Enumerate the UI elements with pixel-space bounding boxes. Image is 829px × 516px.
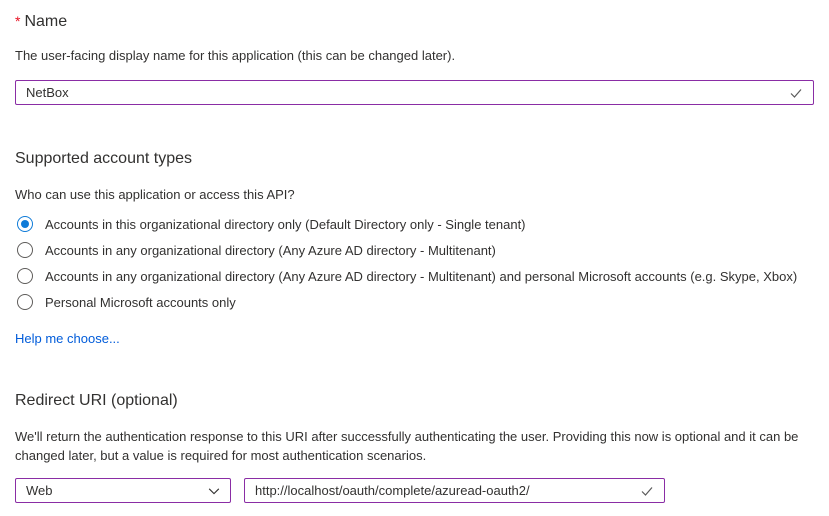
radio-option-multitenant[interactable]: [15, 237, 814, 263]
radio-button-icon[interactable]: [17, 216, 33, 232]
name-description: The user-facing display name for this application (this can be changed later).: [15, 48, 456, 63]
platform-select-dropdown[interactable]: [15, 478, 231, 503]
radio-button-icon[interactable]: [17, 294, 33, 310]
radio-option-personal-only[interactable]: [15, 289, 814, 315]
account-types-question: Who can use this application or access this API?: [15, 187, 295, 202]
name-section: [15, 10, 814, 105]
radio-option-label: Personal Microsoft accounts only: [45, 294, 236, 310]
radio-option-label: Accounts in any organizational directory (Any Azure AD directory - Multitenant): [45, 242, 496, 258]
name-section-title: [15, 10, 814, 33]
redirect-uri-title: Redirect URI (optional): [15, 392, 178, 409]
account-types-section: [15, 148, 814, 348]
radio-option-single-tenant[interactable]: [15, 211, 814, 237]
chevron-down-icon: [207, 484, 221, 498]
redirect-uri-description: We'll return the authentication response to this URI after successfully authenticating the user. Providing this now is optional and it can be changed later, but a value is required for most authentication scenarios.: [15, 429, 799, 463]
name-title-text: Name: [24, 13, 68, 30]
radio-button-icon[interactable]: [17, 242, 33, 258]
radio-option-label: Accounts in this organizational directory only (Default Directory only - Single tenant): [45, 216, 526, 232]
app-name-input[interactable]: [15, 80, 814, 105]
redirect-uri-section: [15, 390, 814, 503]
required-asterisk: *: [15, 13, 21, 29]
redirect-uri-input[interactable]: [244, 478, 665, 503]
name-field-wrap: [15, 80, 814, 105]
redirect-uri-controls: [15, 478, 814, 503]
account-types-title: Supported account types: [15, 150, 193, 167]
radio-option-multitenant-personal[interactable]: [15, 263, 814, 289]
redirect-uri-field-wrap: [244, 478, 665, 503]
account-types-radio-group: [15, 211, 814, 315]
radio-option-label: Accounts in any organizational directory (Any Azure AD directory - Multitenant) and personal Microsoft accounts (e.g. Skype, Xbox): [45, 268, 798, 284]
platform-selected-value: Web: [26, 483, 53, 498]
radio-button-icon[interactable]: [17, 268, 33, 284]
help-me-choose-link[interactable]: Help me choose...: [15, 331, 120, 346]
